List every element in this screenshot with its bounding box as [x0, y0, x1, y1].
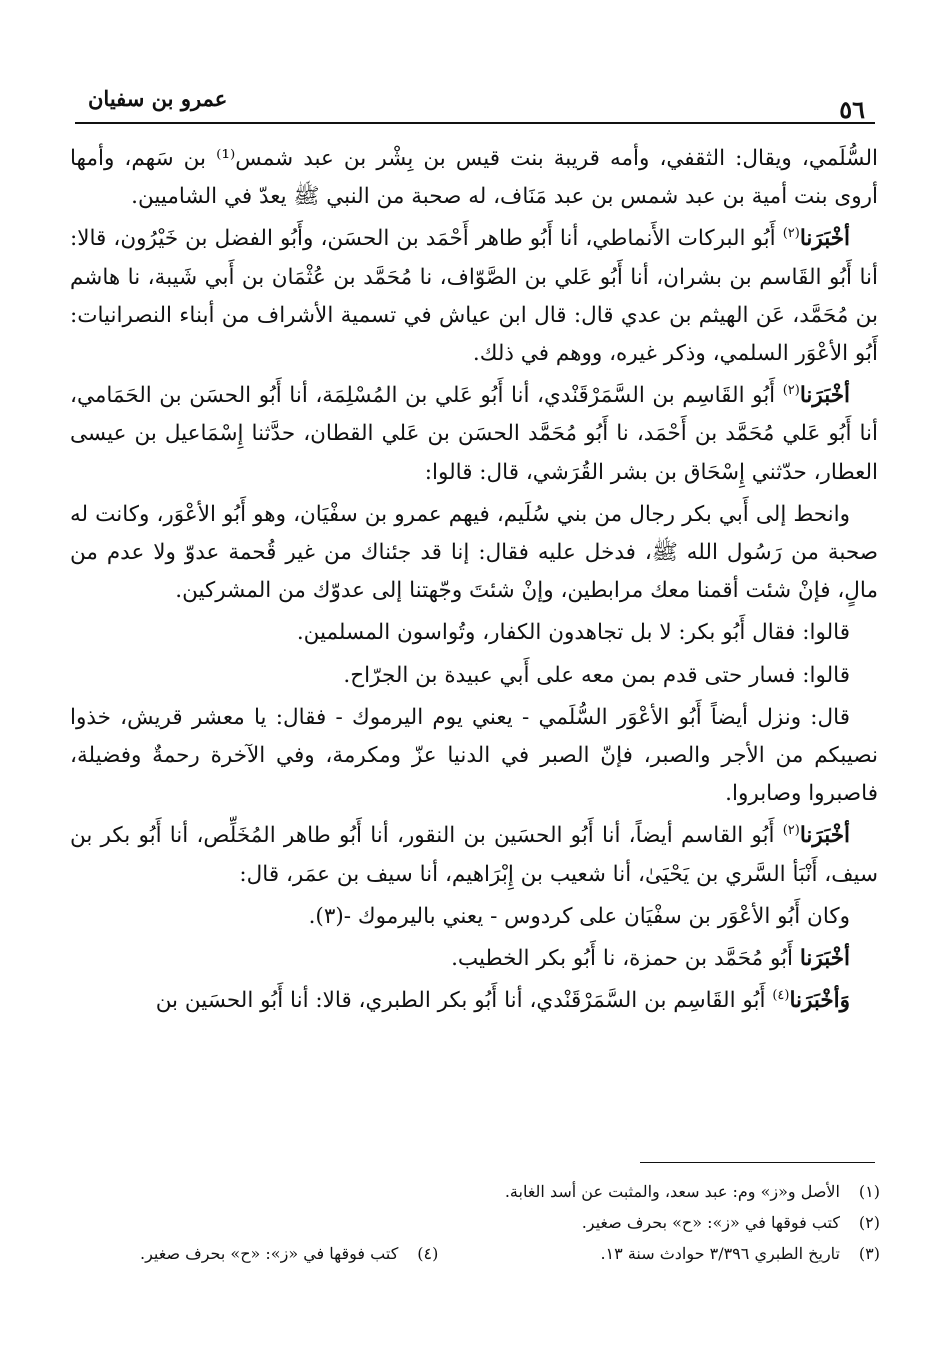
footnote-marker: (٤) — [772, 988, 790, 1004]
paragraph-text: وانحط إلى أَبي بكر رجال من بني سُلَيم، فيهم عمرو بن سفْيَان، وهو أَبُو الأعْوَر، وكانت له صحبة من رَسُول الله ﷺ، فدخل عليه فقال: إنا قد جئناك من غير قُحمة عدوّ ولا عدم من مالٍ، فإنْ شئت أقمنا معك مرابطين، وإنْ شئتَ وجّهتنا إلى عدوّك من المشركين. — [70, 501, 878, 604]
paragraph — [70, 614, 878, 652]
footnote — [140, 1238, 438, 1269]
paragraph-text: قالوا: فسار حتى قدم بمن معه على أَبي عبيدة بن الجرّاح. — [343, 662, 850, 688]
footnotes — [140, 1176, 880, 1269]
paragraph — [70, 657, 878, 695]
footnote-text: الأصل و«ز» وم: عبد سعد، والمثبت عن أسد الغابة. — [504, 1182, 840, 1201]
paragraph — [70, 496, 878, 611]
paragraph-text: أَبُو القاسم أيضاً، أنا أَبُو الحسَين بن النقور، أنا أَبُو طاهر المُخَلِّص، أنا أَبُو بكر بن سيف، أَنْبَأ السَّري بن يَحْيَىٰ، أنا شعيب بن إِبْرَاهيم، أنا سيف بن عمَر، قال: — [70, 823, 878, 887]
footnote-number: (٣) — [858, 1244, 880, 1263]
paragraph-text: قالوا: فقال أَبُو بكر: لا بل تجاهدون الكفار، وتُواسون المسلمين. — [296, 620, 850, 646]
paragraph-text: أَبُو القَاسِم بن السَّمَرْقَنْدي، أنا أَبُو بكر الطبري، قالا: أنا أَبُو الحسَين بن — [155, 988, 773, 1014]
paragraph — [70, 898, 878, 936]
footnote-number: (٢) — [858, 1213, 880, 1232]
paragraph — [70, 982, 878, 1020]
paragraph — [70, 940, 878, 978]
paragraph-text: أَبُو البركات الأَنماطي، أنا أَبُو طاهر أَحْمَد بن الحسَن، وأَبُو الفضل بن خَيْرُون، قالا: أنا أَبُو القَاسم بن بشران، أنا أَبُو عَلي بن الصَّوّاف، نا مُحَمَّد بن عُثْمَان بن أَبي شَيبة، نا هاشم بن مُحَمَّد، عَن الهيثم بن عدي قال: قال ابن عياش في تسمية الأشراف من أبناء النصرانيات: أَبُو الأعْوَر السلمي، وذكر غيره، ووهم في ذلك. — [70, 226, 878, 367]
footnote-text: تاريخ الطبري ٣/٣٩٦ حوادث سنة ١٣. — [600, 1244, 840, 1263]
paragraph — [70, 817, 878, 893]
transmission-keyword: أخْبَرَنا — [799, 226, 850, 252]
header-rule — [75, 122, 875, 124]
body-text — [70, 140, 878, 1024]
footnote-marker: (٢) — [782, 383, 800, 399]
footnote — [600, 1238, 880, 1269]
footnote-number: (١) — [858, 1182, 880, 1201]
footnote-text: كتب فوقها في «ز»: «ح» بحرف صغير. — [581, 1213, 840, 1232]
footnote-marker: (٢) — [782, 226, 800, 242]
transmission-keyword: أخْبَرَنا — [799, 383, 850, 409]
paragraph-text: أَبُو مُحَمَّد بن حمزة، نا أَبُو بكر الخطيب. — [451, 946, 800, 972]
footnote-text: كتب فوقها في «ز»: «ح» بحرف صغير. — [140, 1244, 399, 1263]
paragraph — [70, 377, 878, 492]
transmission-keyword: أخْبَرَنا — [799, 946, 850, 972]
paragraph-text: السُّلَمي، ويقال: الثقفي، وأمه قريبة بنت قيس بن بِشْر بن عبد شمس⁽¹⁾ بن سَهم، وأمها أروى بنت أمية بن عبد شمس بن عبد مَنَاف، له صحبة من النبي ﷺ يعدّ في الشاميين. — [70, 146, 878, 210]
transmission-keyword: وَأخْبَرَنا — [789, 988, 850, 1014]
footnote-marker: (٢) — [782, 823, 800, 839]
paragraph-text: أَبُو القَاسِم بن السَّمَرْقَنْدي، أنا أَبُو عَلي بن المُسْلِمَة، أنا أَبُو الحسَن بن الحَمَامي، أنا أَبُو عَلي مُحَمَّد بن أَحْمَد، نا أَبُو مُحَمَّد الحسَن بن عَلي القطان، حدَّثنا إِسْمَاعيل بن عيسى العطار، حدّثني إِسْحَاق بن بشر القُرَشي، قال: قالوا: — [70, 383, 878, 485]
running-title: عمرو بن سفيان — [88, 86, 228, 111]
paragraph — [70, 140, 878, 216]
footnote — [140, 1207, 880, 1238]
footnote-number: (٤) — [417, 1244, 439, 1263]
paragraph-text: وكان أَبُو الأعْوَر بن سفْيَان على كردوس - يعني باليرموك -(٣). — [308, 903, 850, 929]
footnote — [140, 1176, 880, 1207]
transmission-keyword: أخْبَرَنا — [799, 823, 850, 849]
paragraph — [70, 220, 878, 373]
footnote-row — [140, 1238, 880, 1269]
page-number: ٥٦ — [839, 95, 865, 124]
footnote-rule — [640, 1162, 875, 1163]
paragraph-text: قال: ونزل أيضاً أَبُو الأعْوَر السُّلَمي - يعني يوم اليرموك - فقال: يا معشر قريش، خذوا نصيبكم من الأجر والصبر، فإنّ الصبر في الدنيا عزّ ومكرمة، وفي الآخرة رحمةٌ وفضيلة، فاصبروا وصابروا. — [70, 704, 878, 807]
paragraph — [70, 699, 878, 814]
